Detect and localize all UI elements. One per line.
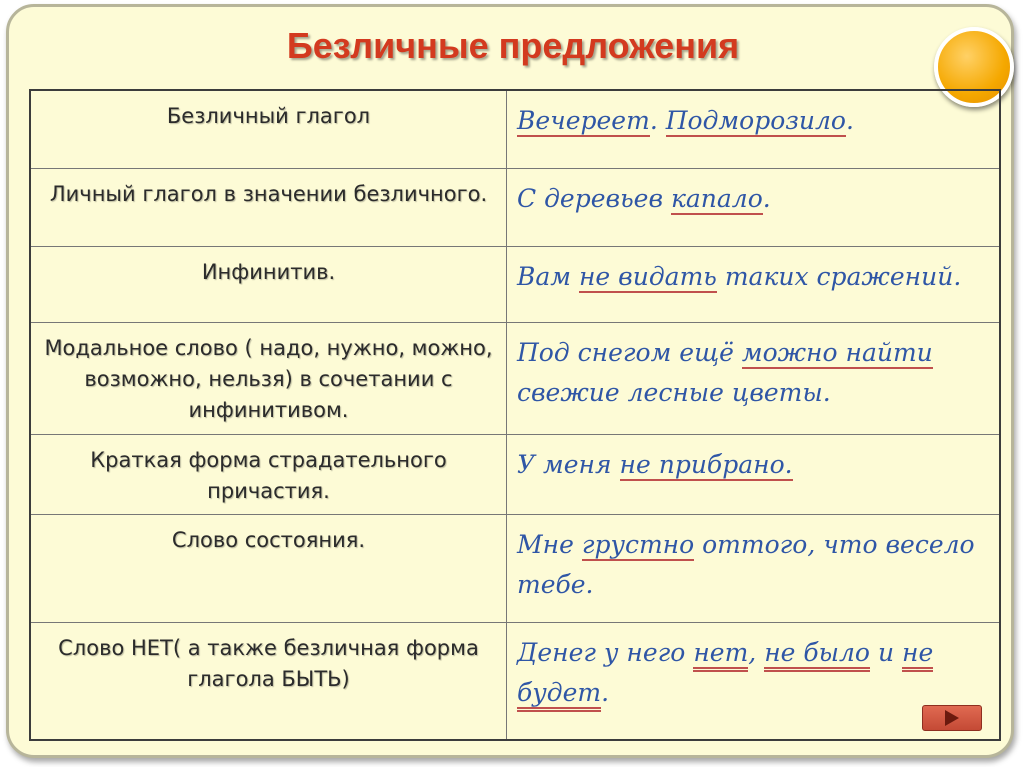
- example-text: Под снегом ещё: [517, 337, 742, 367]
- example-text: Мне: [517, 529, 582, 559]
- predicate-double-underlined: нет: [693, 638, 748, 672]
- predicate-double-underlined: не будет: [517, 638, 933, 712]
- predicate-double-underlined: не было: [764, 638, 870, 672]
- table-row: [30, 622, 1000, 740]
- predicate-underlined: Вечереет: [517, 106, 650, 135]
- predicate-underlined: грустно: [581, 529, 695, 559]
- example-cell: [507, 246, 1001, 322]
- example-cell: [507, 90, 1001, 168]
- predicate-underlined: не прибрано.: [619, 449, 793, 479]
- predicate-underlined: не видать: [578, 261, 717, 291]
- construction-cell: Безличный глагол: [30, 90, 507, 168]
- construction-cell: Слово состояния.: [30, 514, 507, 622]
- table-row: [30, 90, 1000, 168]
- rules-table: [29, 89, 1001, 741]
- predicate-underlined: капало: [670, 183, 763, 213]
- page-title: Безличные предложения: [286, 25, 740, 66]
- table-row: [30, 514, 1000, 622]
- example-text: и: [870, 637, 902, 667]
- construction-cell: Краткая форма страдательного причастия.: [30, 434, 507, 514]
- table-row: [30, 168, 1000, 246]
- example-text: таких сражений.: [716, 261, 962, 291]
- example-cell: [507, 168, 1001, 246]
- table-row: [30, 322, 1000, 434]
- example-text: .: [649, 106, 666, 135]
- example-text: оттого, что весело тебе.: [517, 529, 975, 599]
- example-text: свежие лесные цветы.: [517, 377, 831, 407]
- example-cell: [507, 514, 1001, 622]
- construction-cell: Модальное слово ( надо, нужно, можно, возможно, нельзя) в сочетании с инфинитивом.: [30, 322, 507, 434]
- play-arrow-icon: [945, 710, 959, 726]
- table-row: [30, 246, 1000, 322]
- example-cell: [507, 322, 1001, 434]
- construction-cell: Инфинитив.: [30, 246, 507, 322]
- example-text: У меня: [517, 449, 620, 479]
- construction-cell: Личный глагол в значении безличного.: [30, 168, 507, 246]
- table-row: [30, 434, 1000, 514]
- example-text: .: [601, 677, 610, 707]
- example-text: Денег у него: [517, 637, 694, 667]
- construction-cell: Слово НЕТ( а также безличная форма глагола БЫТЬ): [30, 622, 507, 740]
- example-text: Вам: [517, 261, 579, 291]
- example-text: .: [762, 183, 771, 213]
- example-cell: [507, 434, 1001, 514]
- example-text: С деревьев: [517, 183, 671, 213]
- predicate-underlined: можно найти: [741, 337, 933, 367]
- example-text: .: [845, 106, 854, 135]
- next-slide-button[interactable]: [922, 705, 982, 731]
- predicate-underlined: Подморозило: [665, 106, 846, 135]
- slide: [6, 4, 1014, 758]
- example-text: ,: [748, 637, 765, 667]
